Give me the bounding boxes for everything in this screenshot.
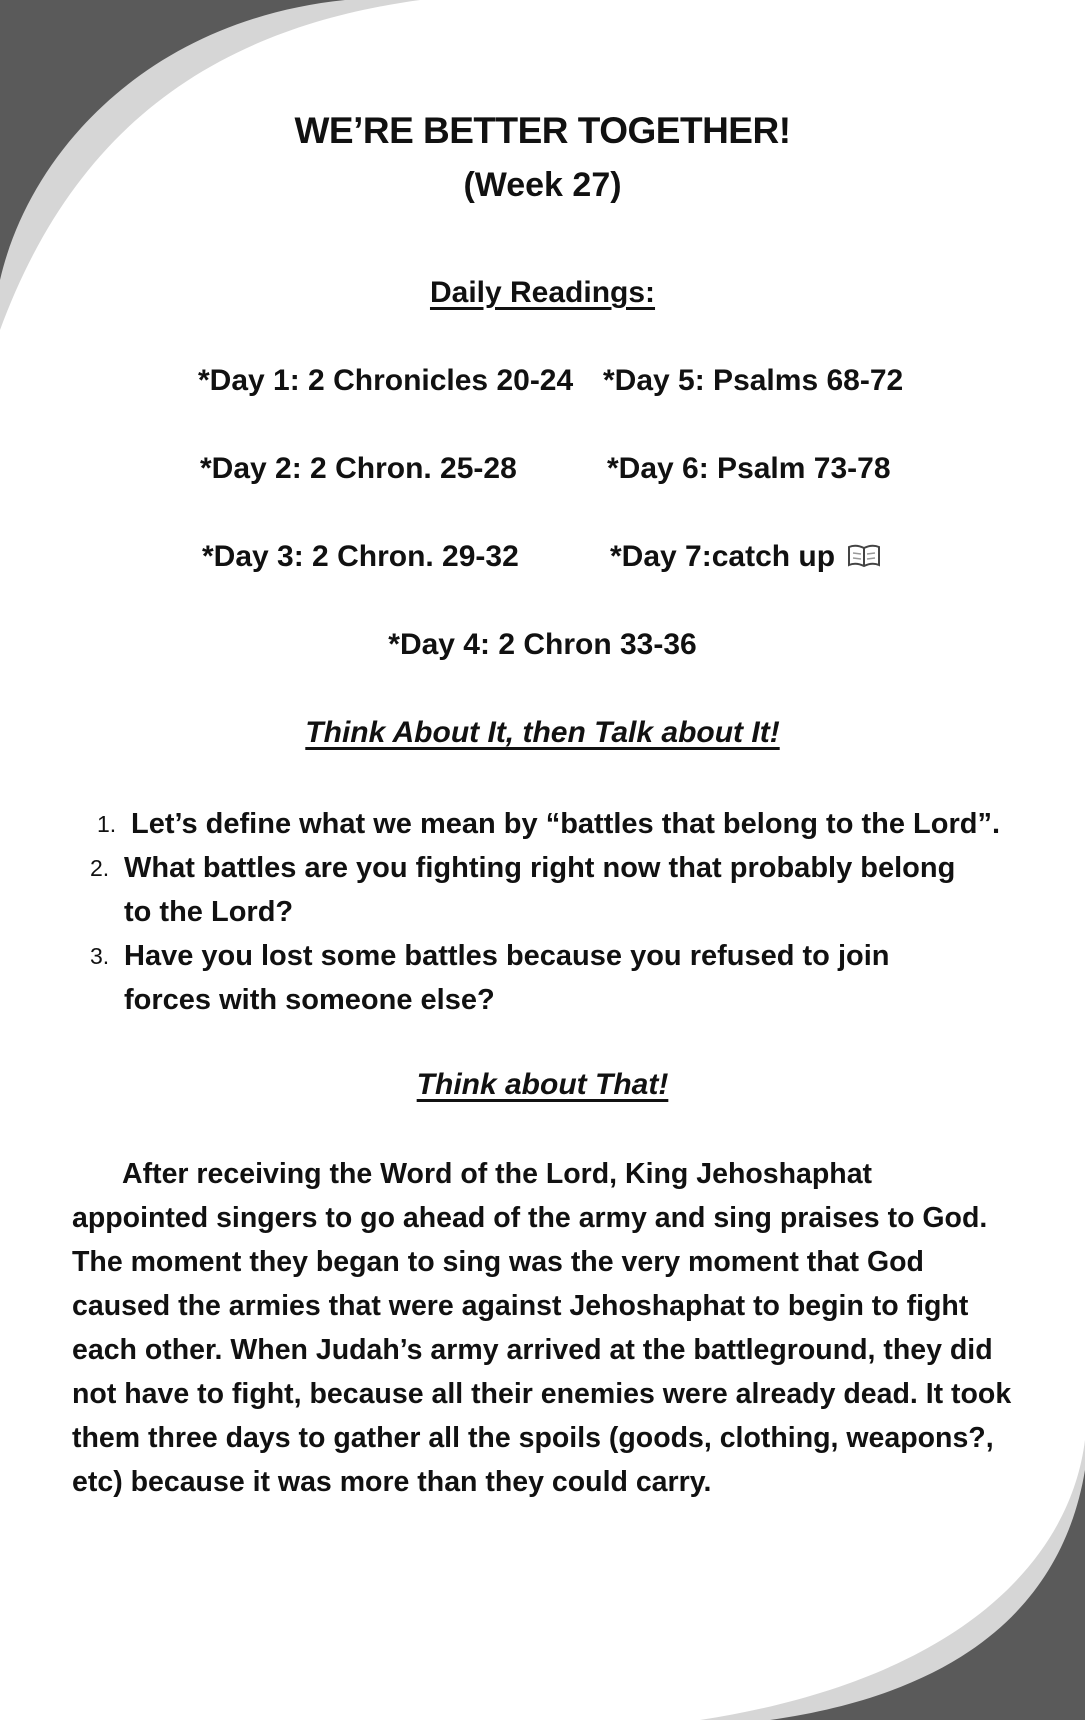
reflection-heading: Think about That! [416, 1068, 669, 1101]
open-book-icon [847, 544, 881, 568]
reading-day-7 [610, 540, 881, 574]
question-text: What battles are you fighting right now that probably belong to the Lord? [124, 852, 956, 928]
question-number: 1. [97, 811, 117, 837]
discussion-heading: Think About It, then Talk about It! [305, 716, 780, 749]
reading-day-7-label: *Day 7:catch up [610, 540, 836, 573]
reading-day-6: *Day 6: Psalm 73-78 [607, 452, 891, 485]
question-text: Let’s define what we mean by “battles that belong to the Lord”. [131, 808, 1001, 840]
reading-day-4: *Day 4: 2 Chron 33-36 [388, 628, 697, 661]
question-2 [90, 846, 984, 934]
page-title: WE’RE BETTER TOGETHER! [294, 110, 791, 151]
question-number: 2. [90, 855, 110, 881]
reading-day-1: *Day 1: 2 Chronicles 20-24 [198, 364, 574, 397]
question-number: 3. [90, 943, 110, 969]
question-text: Have you lost some battles because you refused to join forces with someone else? [124, 940, 890, 1016]
page-subtitle: (Week 27) [463, 166, 622, 204]
question-1 [97, 802, 1011, 846]
readings-heading: Daily Readings: [429, 276, 656, 309]
reading-day-2: *Day 2: 2 Chron. 25-28 [200, 452, 517, 485]
reading-day-3: *Day 3: 2 Chron. 29-32 [202, 540, 519, 573]
reading-day-5: *Day 5: Psalms 68-72 [603, 364, 904, 397]
question-3 [90, 934, 984, 1022]
reflection-paragraph: After receiving the Word of the Lord, King Jehoshaphat appointed singers to go ahead of the army and sing praises to God. The moment they began to sing was the very moment that God caused the armies that were against Jehoshaphat to begin to fight each other. When Judah’s army arrived at the battleground, they did not have to fight, because all their enemies were already dead. It took them three days to gather all the spoils (goods, clothing, weapons?, etc) because it was more than they could carry. [72, 1158, 1012, 1498]
